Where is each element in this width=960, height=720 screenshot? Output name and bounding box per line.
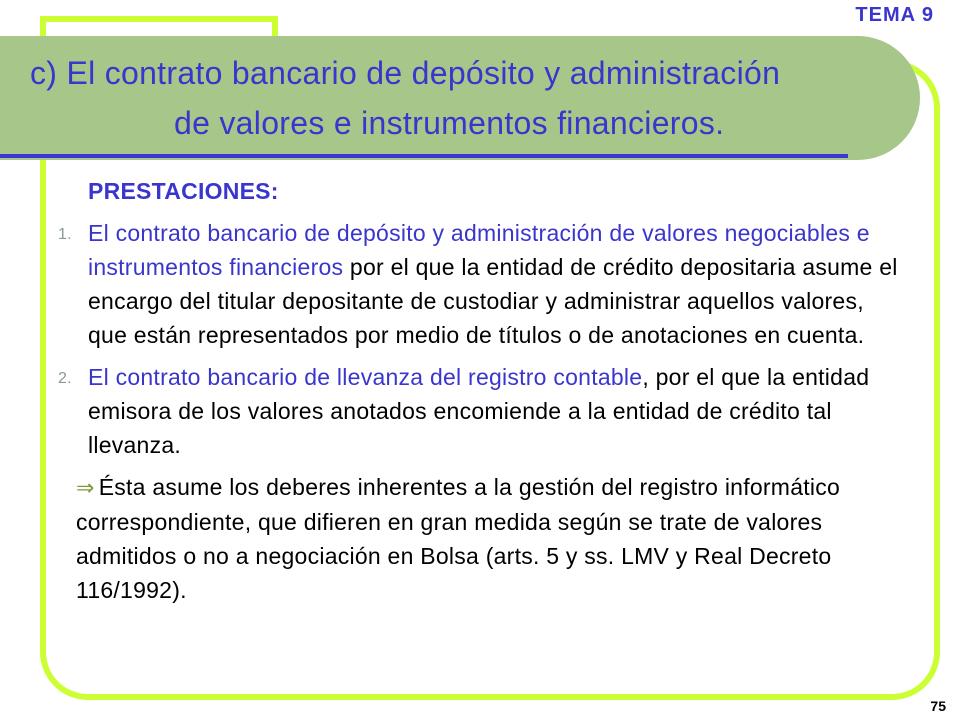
list-item-1 xyxy=(58,216,908,352)
list-item-text: , por el que la entidad emisora de los valores anotados encomiende a la entidad de crédito tal llevanza. xyxy=(88,364,870,458)
page-number: 75 xyxy=(930,698,946,714)
sub-item-text: Ésta asume los deberes inherentes a la gestión del registro informático correspondiente, que difieren en gran medida según se trate de valores admitidos o no a negociación en Bolsa (arts. 5 y ss. LMV y Real Decreto 116/1992). xyxy=(76,474,841,603)
arrow-right-icon: ⇒ xyxy=(76,475,95,500)
list-item-2 xyxy=(58,360,908,462)
list-item-number: 2. xyxy=(58,370,72,387)
slide-title-line-2: de valores e instrumentos financieros. xyxy=(174,105,725,141)
topic-label: TEMA 9 xyxy=(855,4,934,26)
sub-item xyxy=(58,470,908,607)
slide-title-line-1: c) El contrato bancario de depósito y administración xyxy=(30,55,781,91)
slide-content xyxy=(58,174,908,607)
list-item-highlight: El contrato bancario de llevanza del registro contable xyxy=(88,364,643,390)
title-underline xyxy=(0,154,848,158)
list-item-number: 1. xyxy=(58,226,72,243)
list-item-text: por el que la entidad de crédito depositaria asume el encargo del titular depositante de custodiar y administrar aquellos valores, que están representados por medio de títulos o de anotaciones en cuenta. xyxy=(88,254,898,348)
list-item-highlight: El contrato bancario de depósito y administración de valores negociables e instrumentos financieros xyxy=(88,220,870,280)
slide-title xyxy=(30,48,910,148)
section-heading: PRESTACIONES: xyxy=(88,178,279,204)
